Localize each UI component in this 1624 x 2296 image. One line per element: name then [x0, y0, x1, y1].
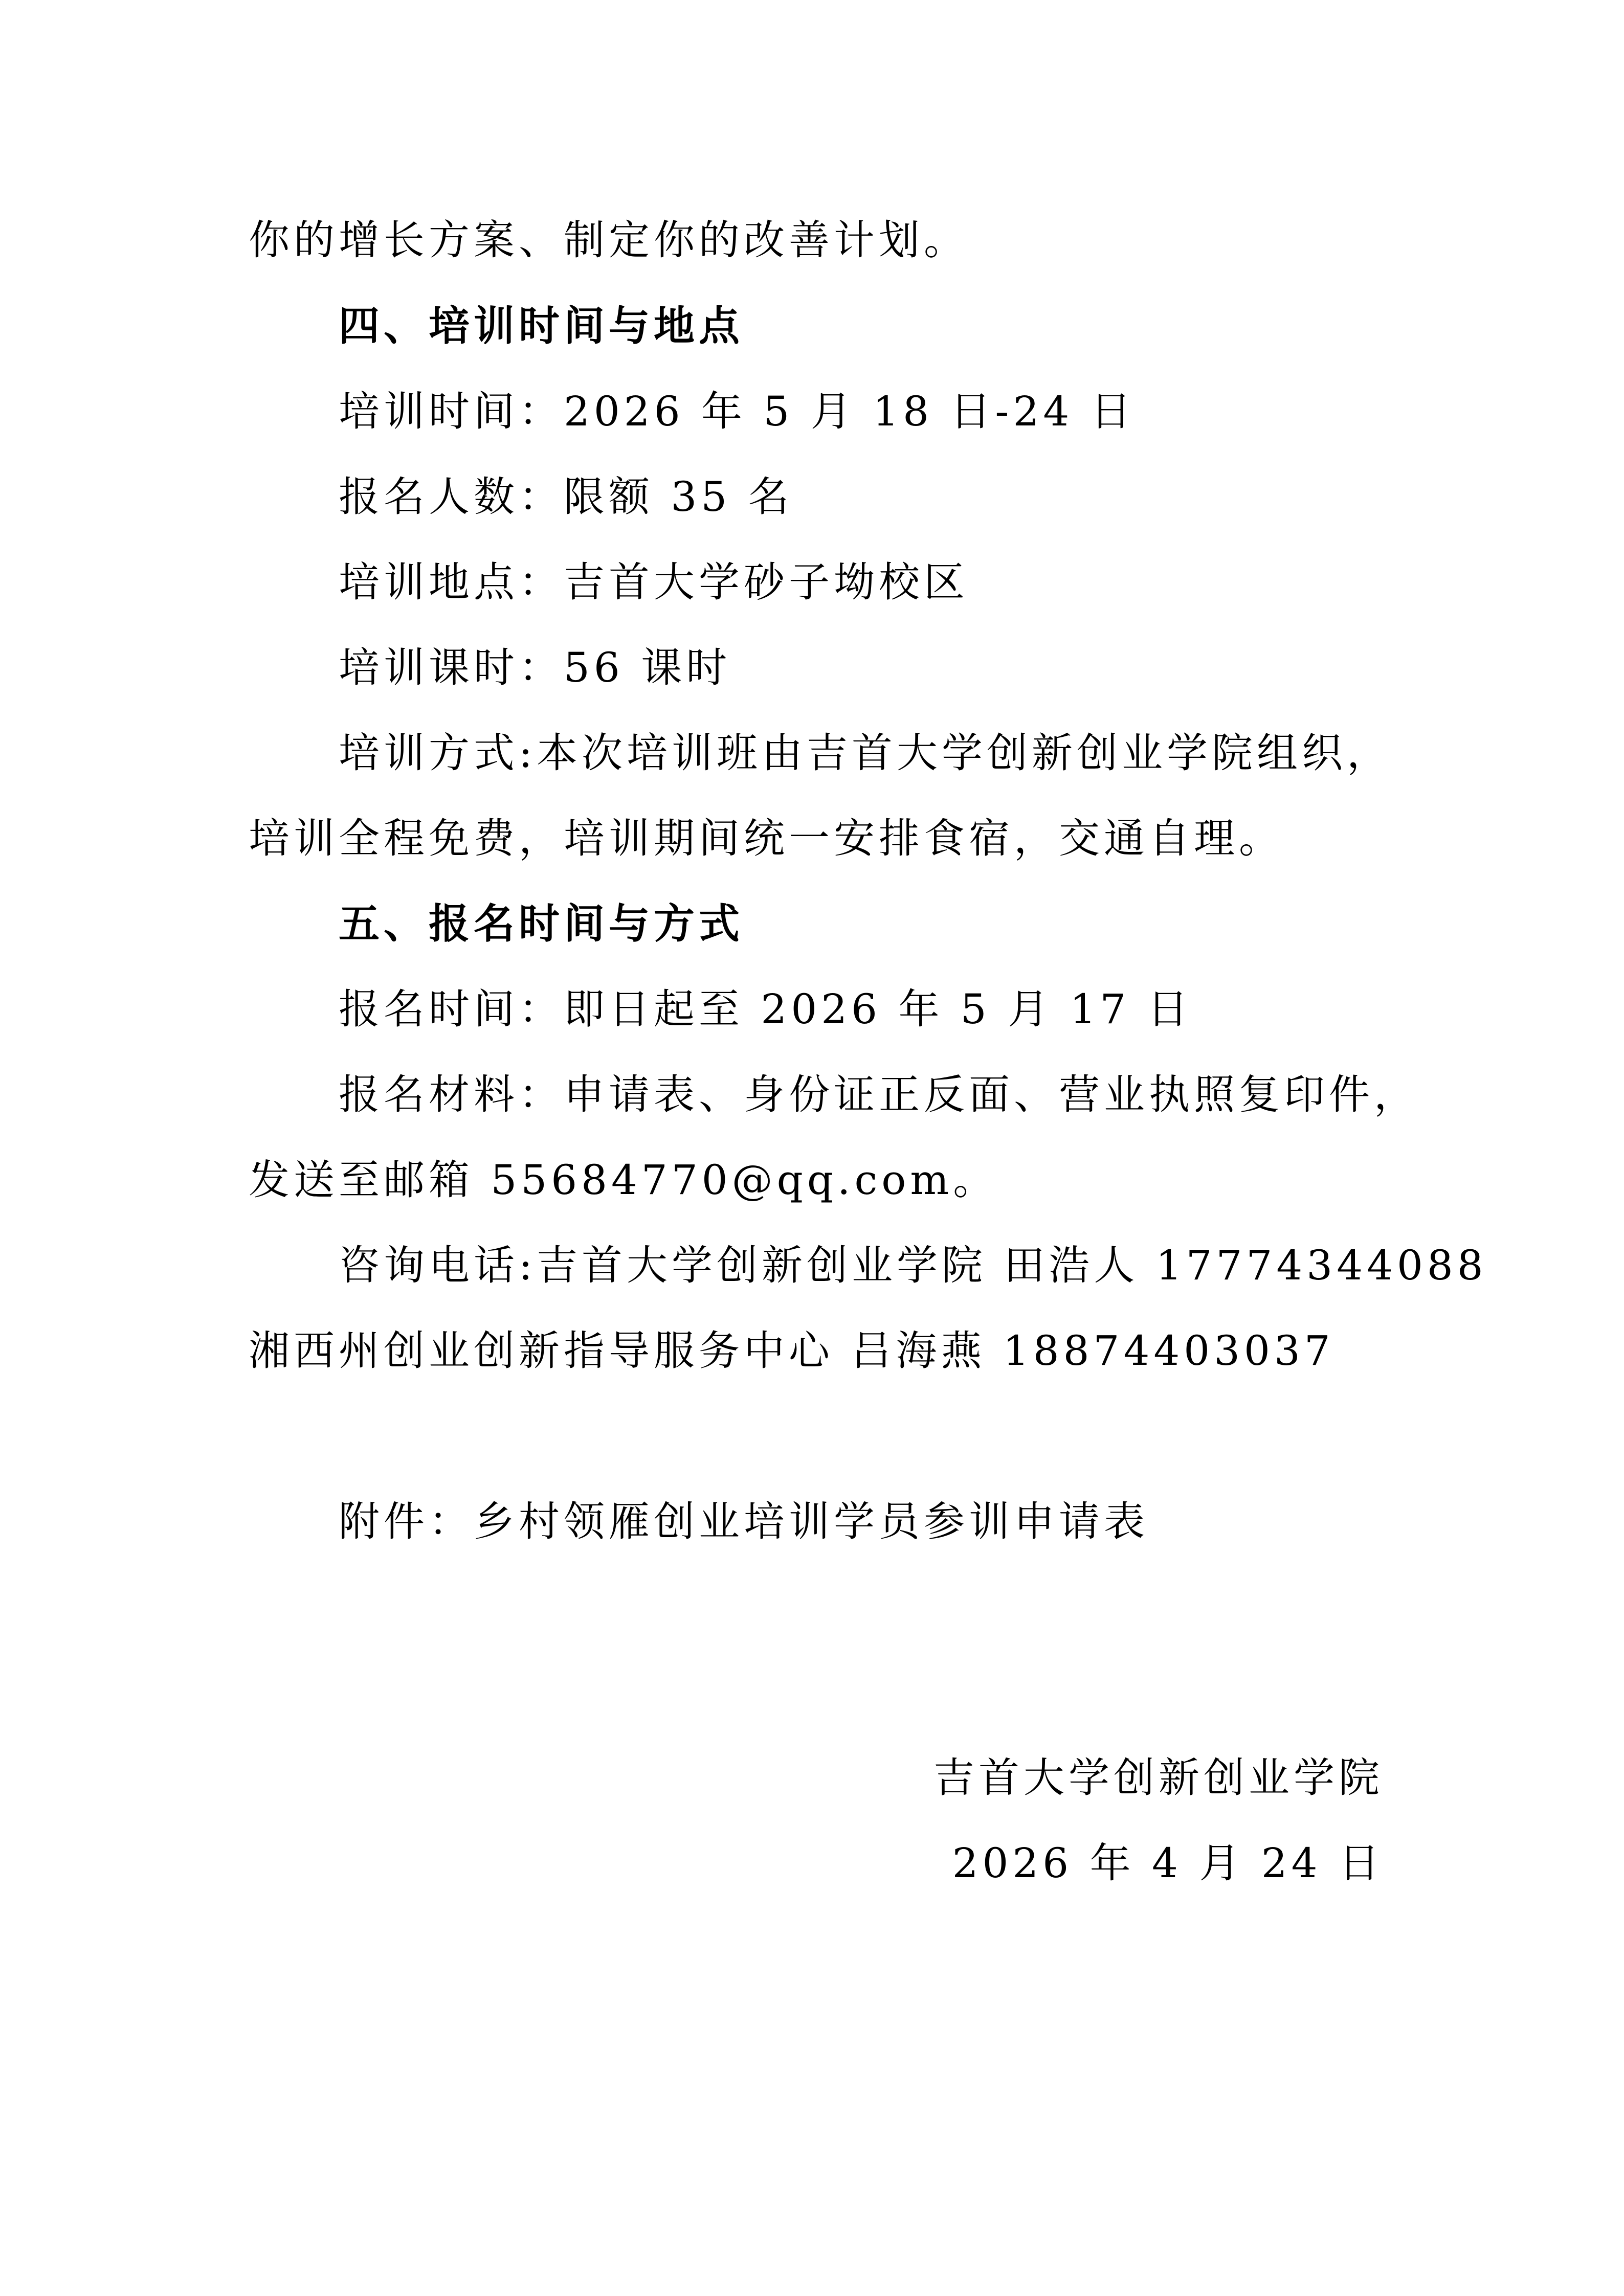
registration-materials-line1: 报名材料：申请表、身份证正反面、营业执照复印件， — [339, 1071, 1419, 1118]
section5-heading: 五、报名时间与方式 — [339, 900, 744, 948]
training-time: 培训时间：2026 年 5 月 18 日-24 日 — [339, 388, 1136, 435]
enrollment-count: 报名人数：限额 35 名 — [339, 473, 793, 521]
training-hours: 培训课时：56 课时 — [339, 644, 731, 691]
training-location: 培训地点：吉首大学砂子坳校区 — [339, 558, 969, 606]
registration-materials-line2: 发送至邮箱 55684770@qq.com。 — [249, 1156, 998, 1204]
signature-org: 吉首大学创新创业学院 — [933, 1754, 1384, 1802]
signature-date: 2026 年 4 月 24 日 — [952, 1839, 1384, 1887]
consult-phone-line1: 咨询电话:吉首大学创新创业学院 田浩人 17774344088 — [339, 1242, 1487, 1289]
section4-heading: 四、培训时间与地点 — [339, 302, 744, 350]
training-method-line2: 培训全程免费，培训期间统一安排食宿，交通自理。 — [249, 815, 1284, 862]
training-method-line1: 培训方式:本次培训班由吉首大学创新创业学院组织， — [339, 729, 1392, 777]
consult-phone-line2: 湘西州创业创新指导服务中心 吕海燕 18874403037 — [249, 1327, 1334, 1375]
registration-time: 报名时间：即日起至 2026 年 5 月 17 日 — [339, 985, 1192, 1033]
intro-tail-text: 你的增长方案、制定你的改善计划。 — [249, 216, 969, 264]
attachment-note: 附件：乡村领雁创业培训学员参训申请表 — [339, 1498, 1149, 1545]
